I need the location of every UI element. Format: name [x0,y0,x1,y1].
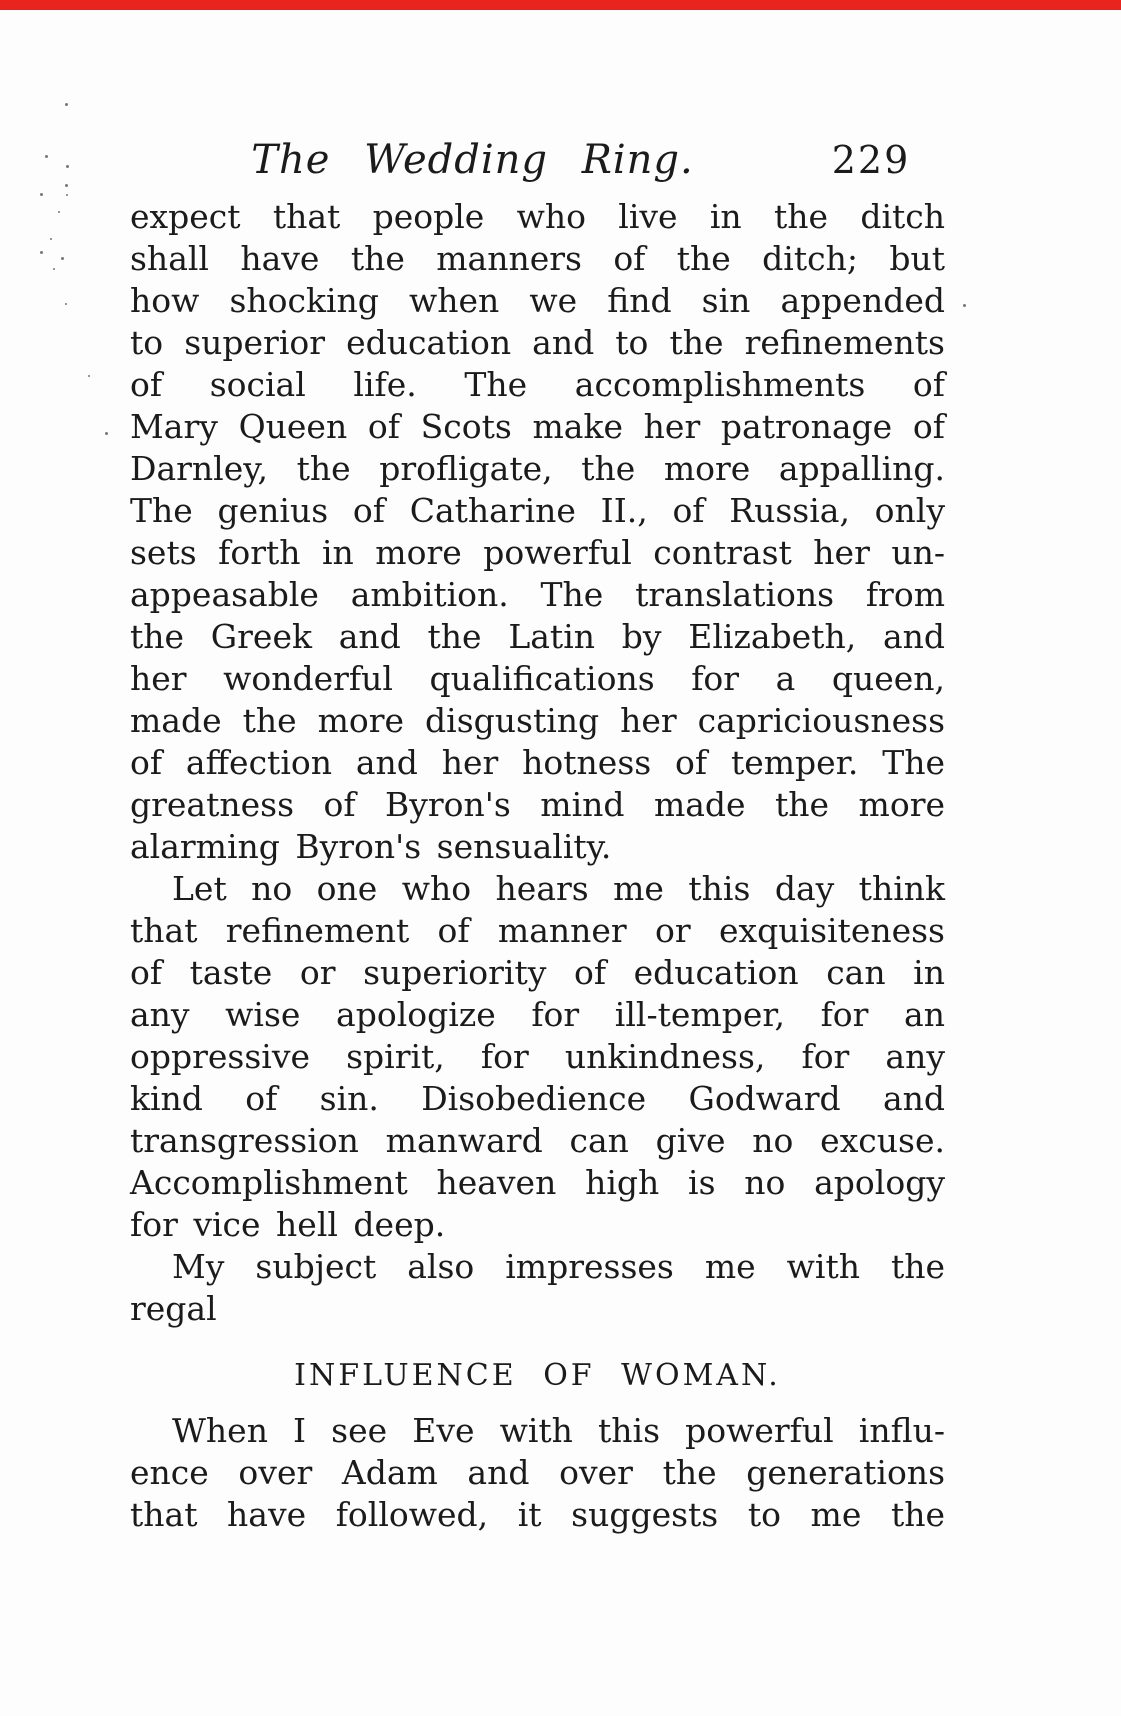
scan-speckle [53,268,55,270]
text-line: Mary Queen of Scots make her patronage of [130,407,945,446]
text-line: any wise apologize for ill-temper, for an [130,995,945,1034]
text-line: Darnley, the profligate, the more appalling. [130,449,945,488]
section-heading: INFLUENCE OF WOMAN. [294,1358,781,1393]
text-line: that refinement of manner or exquisiteness [130,911,945,950]
scan-speckle [45,155,48,158]
scan-speckle [58,211,60,213]
text-line: The genius of Catharine II., of Russia, only [130,491,945,530]
scan-speckle [50,238,52,240]
text-line: alarming Byron's sensuality. [130,827,612,866]
running-title: The Wedding Ring. [251,137,694,183]
scan-speckle [40,193,43,196]
text-line: to superior education and to the refinements [130,323,945,362]
text-line: for vice hell deep. [130,1205,446,1244]
text-line: regal [130,1289,217,1328]
running-header [130,130,945,190]
text-line: kind of sin. Disobedience Godward and [130,1079,945,1118]
text-line: that have followed, it suggests to me the [130,1495,945,1534]
scan-speckle [40,251,43,254]
scan-speckle [61,257,64,260]
text-line: My subject also impresses me with the [172,1247,945,1286]
text-line: When I see Eve with this powerful influ- [172,1411,945,1450]
page-number: 229 [831,138,911,182]
scan-speckle [65,103,68,106]
text-line: of social life. The accomplishments of [130,365,945,404]
text-line: Let no one who hears me this day think [172,869,945,908]
scan-speckle [66,165,69,168]
scan-speckle [963,304,966,307]
scan-speckle [65,184,68,187]
scan-speckle [88,375,90,377]
text-line: of taste or superiority of education can in [130,953,945,992]
text-line: shall have the manners of the ditch; but [130,239,945,278]
scan-speckle [65,303,67,305]
text-line: sets forth in more powerful contrast her un- [130,533,945,572]
text-line: oppressive spirit, for unkindness, for any [130,1037,945,1076]
text-line: the Greek and the Latin by Elizabeth, and [130,617,945,656]
text-line: greatness of Byron's mind made the more [130,785,945,824]
scan-speckle [105,432,108,435]
body-text-block [130,196,945,1330]
text-line: her wonderful qualifications for a queen, [130,659,945,698]
text-line: expect that people who live in the ditch [130,197,945,236]
scan-edge-artifact [0,0,1121,10]
text-line: made the more disgusting her capriciousness [130,701,945,740]
text-line: transgression manward can give no excuse. [130,1121,945,1160]
text-line: how shocking when we find sin appended [130,281,945,320]
text-line: appeasable ambition. The translations from [130,575,945,614]
scan-speckle [66,194,68,196]
text-line: Accomplishment heaven high is no apology [130,1163,945,1202]
text-line: ence over Adam and over the generations [130,1453,945,1492]
text-line: of affection and her hotness of temper. The [130,743,945,782]
body-text-block-after-heading [130,1410,945,1536]
